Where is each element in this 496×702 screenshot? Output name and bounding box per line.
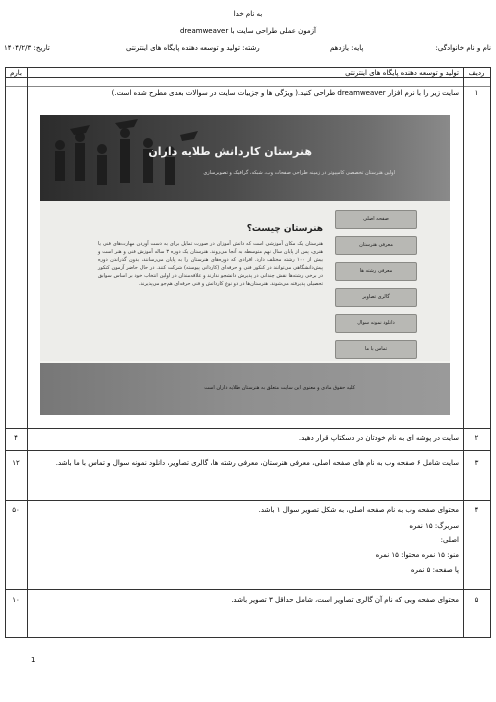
question-number: ۲ (474, 434, 479, 442)
table-right-border (490, 67, 491, 638)
field-label: رشته: تولید و توسعه دهنده پایگاه های اینترنتی (126, 44, 260, 52)
table-row-border (5, 428, 491, 429)
page-number: 1 (31, 656, 36, 664)
detail-line: اصلی: (440, 536, 459, 544)
site-footer (40, 363, 450, 415)
exam-title: آزمون عملی طراحی سایت با dreamweaver (179, 27, 316, 35)
site-header (40, 115, 450, 201)
table-top-border (5, 67, 491, 68)
name-label: نام و نام خانوادگی: (435, 44, 491, 52)
table-row-border (5, 589, 491, 590)
grade-label: پایه: یازدهم (330, 44, 364, 52)
menu-item-home[interactable]: صفحه اصلی (335, 210, 417, 229)
question-score: ۱۲ (12, 459, 20, 467)
website-photo (40, 115, 450, 415)
menu-item-about[interactable]: معرفی هنرستان (335, 236, 417, 255)
question-number: ۳ (474, 459, 479, 467)
date-label: تاریخ: ۱۴۰۴/۲/۳ (4, 44, 50, 52)
question-score: ۱۰ (12, 596, 20, 604)
table-row-border (5, 500, 491, 501)
table-row-border (5, 86, 491, 87)
question-number: ۴ (474, 506, 479, 514)
table-score-divider (27, 67, 28, 638)
question-number: ۱ (474, 89, 479, 97)
question-text: محتوای صفحه وبی که نام آن گالری تصاویر است، شامل حداقل ۳ تصویر باشد. (231, 596, 459, 604)
table-num-divider (463, 67, 464, 638)
footer-text: کلیه حقوق مادی و معنوی این سایت متعلق به هنرستان طلایه داران است (204, 385, 355, 391)
question-number: ۵ (474, 596, 479, 604)
site-title: هنرستان کاردانش طلایه داران (148, 145, 312, 158)
menu-item-gallery[interactable]: گالری تصاویر (335, 288, 417, 307)
question-text: سایت شامل ۶ صفحه وب به نام های صفحه اصلی، معرفی هنرستان، معرفی رشته ها، گالری تصاویر، دانلود نمونه سوال و تماس با ما باشد. (55, 459, 459, 467)
table-row-border (5, 450, 491, 451)
content-body: هنرستان یک مکان آموزشی است که دانش آموزان در صورت تمایل برای به دست آوردن مهارت‌های فنی یا هنری، پس از پایان سال نهم متوسطه به آنجا می‌روند. هنرستان یک دوره ۳ ساله آموزش فنی و هنر است و بیش از ۱۰۰ رشته مختلف دارد. افرادی که دوره‌های هنرستان را به پایان می‌رسانند، بدون گذراندن دوره پیش‌دانشگاهی می‌توانند در کنکور فنی و حرفه‌ای (کاردانی پیوسته) شرکت کنند. در حال حاضر آزمون کنکور در برخی رشته‌ها نقش چندانی در پذیرش دانشجو ندارند و علاقه‌مندان در اولین انتخاب خود بر اساس سوابق تحصیلی پذیرفته می‌شوند. هنرستان‌ها در دو نوع کاردانش و فنی حرفه‌ای هم‌جو می‌پذیرند. (98, 241, 324, 287)
question-text: محتوای صفحه وب به نام صفحه اصلی، به شکل تصویر سوال ۱ باشد. (258, 506, 459, 514)
menu-item-contact[interactable]: تماس با ما (335, 340, 417, 359)
detail-line: منو: ۱۵ نمره محتوا: ۱۵ نمره (375, 551, 459, 559)
col-header-score: بارم (10, 69, 22, 77)
table-left-border (5, 67, 6, 638)
question-score: ۵۰ (12, 506, 20, 514)
menu-item-download[interactable]: دانلود نمونه سوال (335, 314, 417, 333)
detail-line: سربرگ: ۱۵ نمره (409, 522, 459, 530)
col-header-row: ردیف (468, 69, 485, 77)
content-heading: هنرستان چیست؟ (246, 224, 323, 234)
question-text: سایت زیر را با نرم افزار dreamweaver طراحی کنید.( ویژگی ها و جزییات سایت در سوالات بعدی مطرح شده است.) (111, 89, 459, 97)
menu-item-fields[interactable]: معرفی رشته ها (335, 262, 417, 281)
table-bottom-border (5, 637, 491, 638)
col-header-title: تولید و توسعه دهنده پایگاه های اینترنتی (345, 69, 459, 77)
site-subtitle: اولین هنرستان تخصصی کامپیوتر در زمینه طراحی صفحات وب، شبکه، گرافیک و تصویرسازی (203, 170, 395, 176)
question-score: ۴ (14, 434, 18, 442)
basmala: به نام خدا (233, 10, 263, 18)
detail-line: پا صفحه: ۵ نمره (410, 566, 459, 574)
question-text: سایت در پوشه ای به نام خودتان در دسکتاپ قرار دهید. (298, 434, 459, 442)
